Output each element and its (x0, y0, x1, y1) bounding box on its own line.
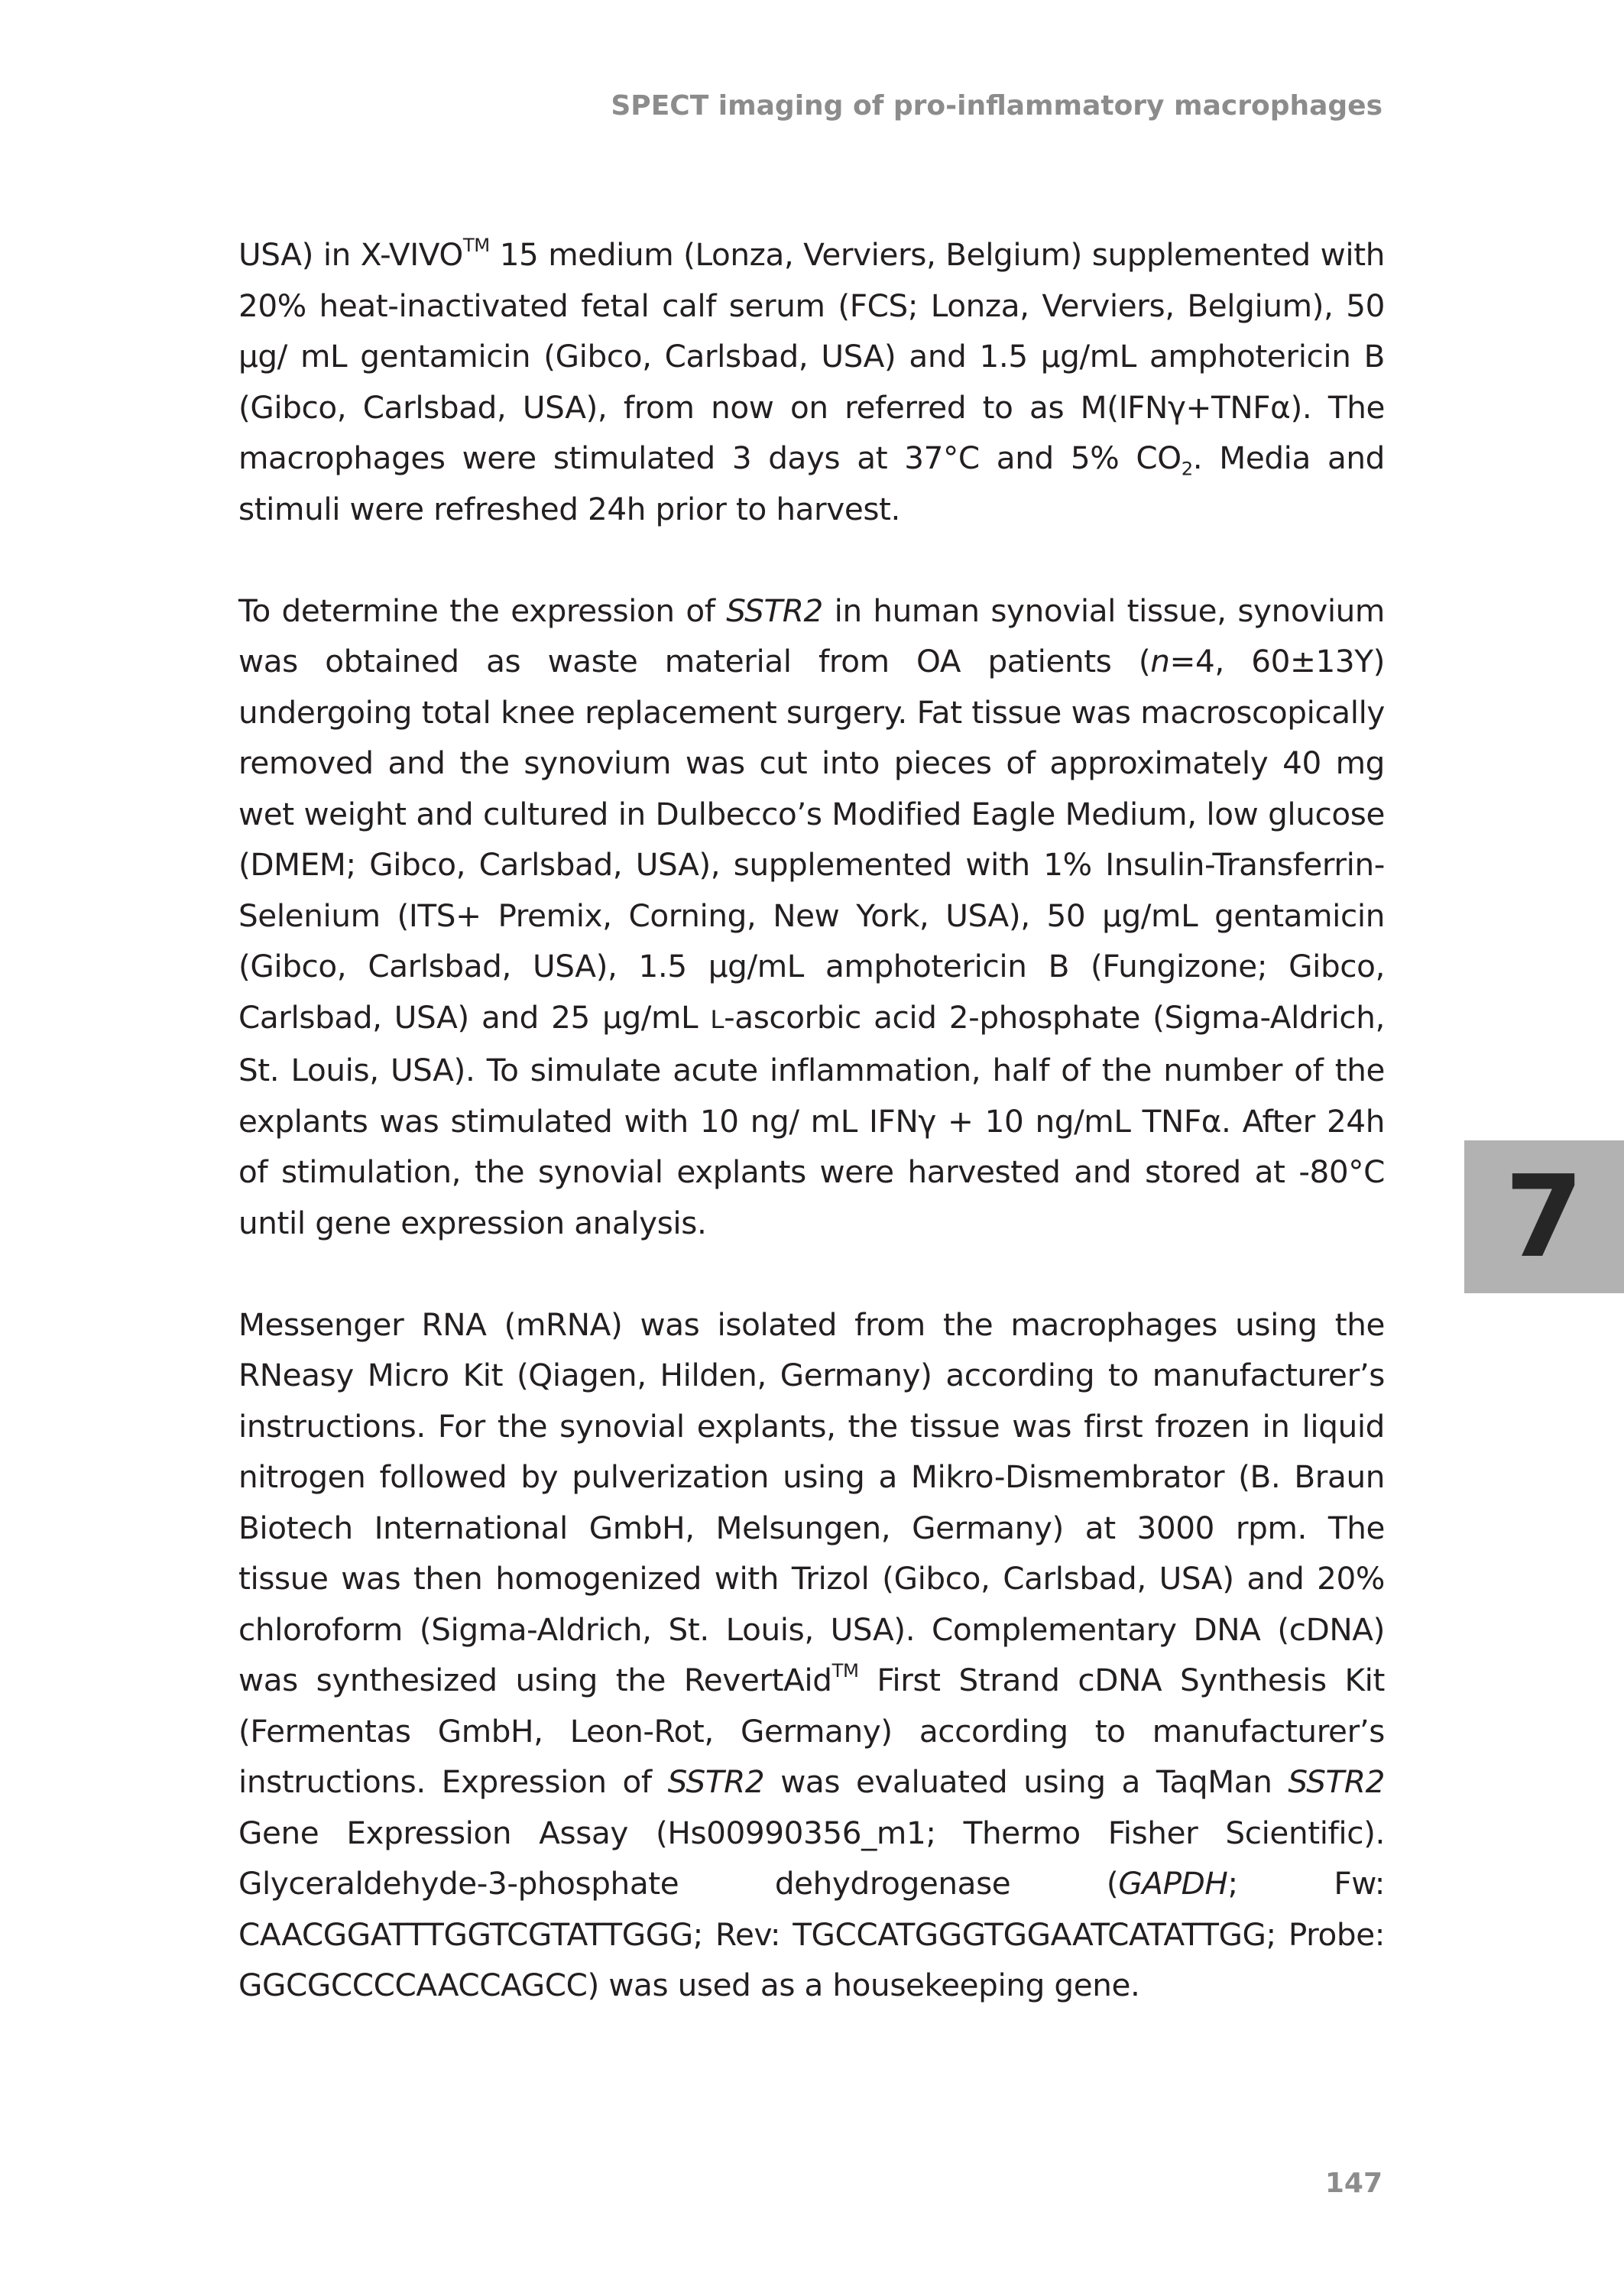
running-head: SPECT imaging of pro-inflammatory macrophages (611, 90, 1383, 122)
subscript-2: 2 (1181, 457, 1193, 480)
text-run: Messenger RNA (mRNA) was isolated from the macrophages using the RNeasy Micro Kit (Qiagen, Hilden, Germany) according to manufacturer’s instructions. For the synovial explants, the tissue was first frozen in liquid nitrogen followed by pulverization using a Mikro-Dismembrator (B. Braun Biotech International GmbH, Melsungen, Germany) at 3000 rpm. The tissue was then homogenized with Trizol (Gibco, Carlsbad, USA) and 20% chloroform (Sigma-Aldrich, St. Louis, USA). Complementary DNA (cDNA) was synthesized using the RevertAid (238, 1305, 1385, 1698)
text-run: To determine the expression of (238, 592, 727, 629)
text-run: First Strand cDNA Synthesis Kit (Fermentas GmbH, Leon-Rot, Germany) according to manufacturer’s instructions. Expression of (238, 1662, 1385, 1800)
text-run: -ascorbic acid 2-phosphate (Sigma-Aldrich, St. Louis, USA). To simulate acute inflammation, half of the number of the explants was stimulated with 10 ng/ mL IFNγ + 10 ng/mL TNFα. After 24h of stimulation, the synovial explants were harvested and stored at -80°C until gene expression analysis. (238, 998, 1385, 1241)
paragraph-mrna-isolation (238, 1299, 1385, 2011)
page-number: 147 (1324, 2168, 1383, 2199)
paragraph-synovial-tissue (238, 585, 1385, 1249)
body-text (238, 229, 1385, 2011)
chapter-number: 7 (1505, 1151, 1583, 1283)
text-run: USA) in X-VIVO (238, 236, 463, 273)
gene-name-italic: SSTR2 (726, 592, 823, 629)
small-caps-l: L (710, 1004, 724, 1034)
text-run: was evaluated using a TaqMan (764, 1763, 1289, 1800)
gene-name-italic: SSTR2 (667, 1763, 765, 1800)
trademark-superscript: TM (831, 1659, 859, 1682)
trademark-superscript: TM (462, 233, 490, 256)
text-run: ; Fw: CAACGGATTTGGTCGTATTGGG; Rev: TGCCATGGGTGGAATCATATTGG; Probe: GGCGCCCCAACCAGCC) was used as a housekeeping gene. (238, 1865, 1385, 2003)
paragraph-macrophage-culture (238, 229, 1385, 534)
text-run: in human synovial tissue, synovium was obtained as waste material from OA patients ( (238, 592, 1385, 679)
text-run: =4, 60±13Y) undergoing total knee replacement surgery. Fat tissue was macroscopically removed and the synovium was cut into pieces of approximately 40 mg wet weight and cultured in Dulbecco’s Modified Eagle Medium, low glucose (DMEM; Gibco, Carlsbad, USA), supplemented with 1% Insulin-Transferrin-Selenium (ITS+ Premix, Corning, New York, USA), 50 µg/mL gentamicin (Gibco, Carlsbad, USA), 1.5 µg/mL amphotericin B (Fungizone; Gibco, Carlsbad, USA) and 25 µg/mL (238, 643, 1385, 1036)
italic-n: n (1150, 643, 1170, 679)
gene-name-italic: SSTR2 (1288, 1763, 1385, 1800)
text-run: 15 medium (Lonza, Verviers, Belgium) supplemented with 20% heat-inactivated fetal calf serum (FCS; Lonza, Verviers, Belgium), 50 µg/ mL gentamicin (Gibco, Carlsbad, USA) and 1.5 µg/mL amphotericin B (Gibco, Carlsbad, USA), from now on referred to as M(IFNγ+TNFα). The macrophages were stimulated 3 days at 37°C and 5% CO (238, 236, 1385, 476)
gene-name-italic: GAPDH (1118, 1865, 1228, 1902)
chapter-tab (1464, 1140, 1624, 1293)
text-run: . Media and stimuli were refreshed 24h prior to harvest. (238, 439, 1385, 527)
text-run: Gene Expression Assay (Hs00990356_m1; Thermo Fisher Scientific). Glyceraldehyde-3-phosphate dehydrogenase ( (238, 1814, 1385, 1902)
